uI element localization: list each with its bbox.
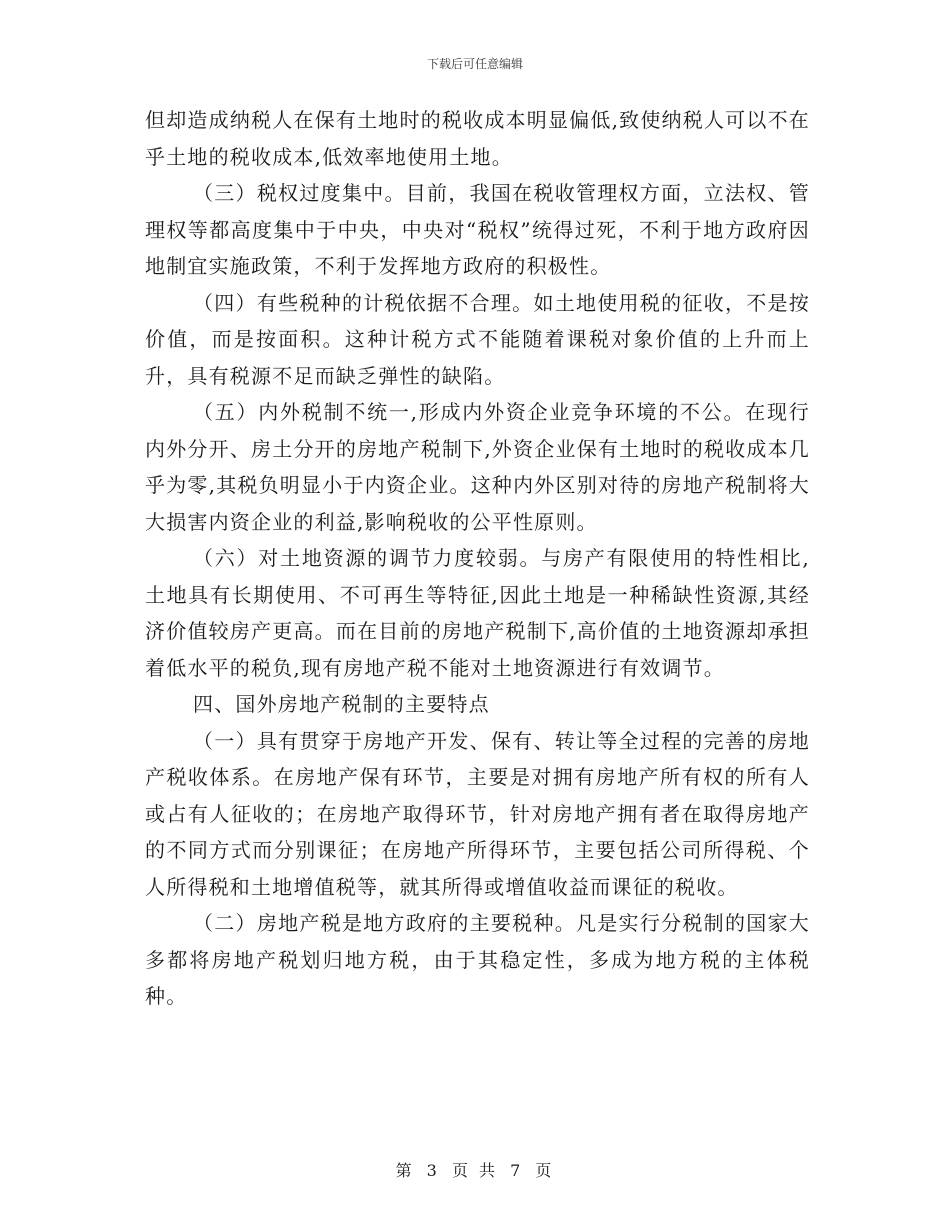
footer-suffix: 页 [535, 1161, 555, 1180]
paragraph-subitem-1: （一）具有贯穿于房地产开发、保有、转让等全过程的完善的房地产税收体系。在房地产保有环节，主要是对拥有房地产所有权的所有人或占有人征收的；在房地产取得环节，针对房地产拥有者在取得房地产的不同方式而分别课征；在房地产所得环节，主要包括公司所得税、个人所得税和土地增值税等，就其所得或增值收益而课征的税收。 [145, 728, 810, 899]
footer-middle: 页 共 [451, 1161, 499, 1180]
document-body [145, 102, 810, 1015]
paragraph-item-3: （三）税权过度集中。目前，我国在税收管理权方面，立法权、管理权等都高度集中于中央，中央对“税权”统得过死，不利于地方政府因地制宜实施政策，不利于发挥地方政府的积极性。 [145, 181, 810, 278]
page-header: 下载后可任意编辑 [426, 57, 523, 71]
page-footer [0, 1158, 950, 1181]
paragraph-item-5: （五）内外税制不统一,形成内外资企业竞争环境的不公。在现行内外分开、房土分开的房地产税制下,外资企业保有土地时的税收成本几乎为零,其税负明显小于内资企业。这种内外区别对待的房地产税制将大大损害内资企业的利益,影响税收的公平性原则。 [145, 400, 810, 534]
paragraph-continuation: 但却造成纳税人在保有土地时的税收成本明显偏低,致使纳税人可以不在乎土地的税收成本,低效率地使用土地。 [145, 108, 810, 169]
paragraph-item-6: （六）对土地资源的调节力度较弱。与房产有限使用的特性相比,土地具有长期使用、不可再生等特征,因此土地是一种稀缺性资源,其经济价值较房产更高。而在目前的房地产税制下,高价值的土地资源却承担着低水平的税负,现有房地产税不能对土地资源进行有效调节。 [145, 546, 810, 680]
footer-total-pages: 7 [510, 1161, 524, 1180]
footer-prefix: 第 [395, 1161, 415, 1180]
footer-page-number: 3 [426, 1161, 440, 1180]
paragraph-subitem-2: （二）房地产税是地方政府的主要税种。凡是实行分税制的国家大多都将房地产税划归地方税，由于其稳定性，多成为地方税的主体税种。 [145, 911, 810, 1008]
section-heading: 四、国外房地产税制的主要特点 [193, 692, 490, 716]
paragraph-item-4: （四）有些税种的计税依据不合理。如土地使用税的征收，不是按价值，而是按面积。这种计税方式不能随着课税对象价值的上升而上升，具有税源不足而缺乏弹性的缺陷。 [145, 290, 810, 388]
